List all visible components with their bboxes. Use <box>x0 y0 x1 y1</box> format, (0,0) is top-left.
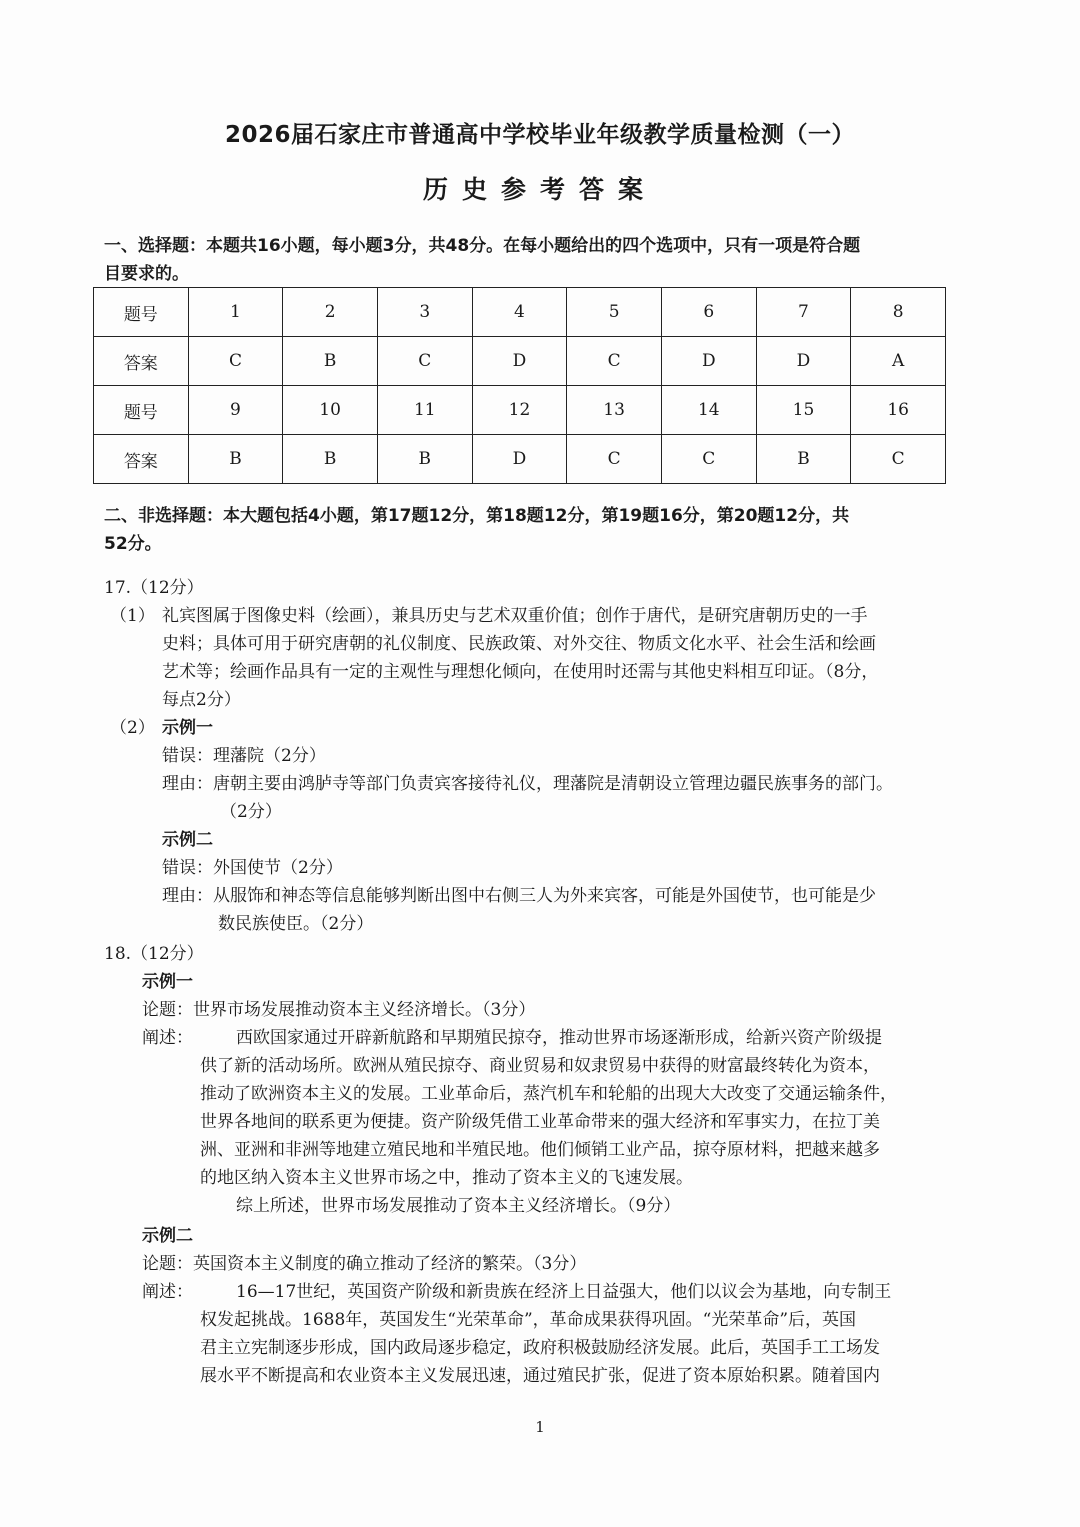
answer-line: 史料；具体可用于研究唐朝的礼仪制度、民族政策、对外交往、物质文化水平、社会生活和绘画 <box>162 634 876 654</box>
document-title: 2026届石家庄市普通高中学校毕业年级教学质量检测（一） <box>224 122 855 148</box>
table-cell: 10 <box>283 386 378 435</box>
question-17-heading: 17.（12分） <box>104 578 204 598</box>
table-cell: B <box>188 435 283 484</box>
table-cell: 11 <box>377 386 472 435</box>
section2-heading-line2: 52分。 <box>104 534 162 554</box>
table-cell: 15 <box>756 386 851 435</box>
table-cell: 8 <box>851 288 946 337</box>
answer-line: 君主立宪制逐步形成，国内政局逐步稳定，政府积极鼓励经济发展。此后，英国手工工场发 <box>200 1338 880 1358</box>
table-cell: 14 <box>661 386 756 435</box>
table-cell: 6 <box>661 288 756 337</box>
table-cell: 4 <box>472 288 567 337</box>
table-cell: 1 <box>188 288 283 337</box>
table-cell: 13 <box>567 386 662 435</box>
answer-line: 洲、亚洲和非洲等地建立殖民地和半殖民地。他们倾销工业产品，掠夺原材料，把越来越多 <box>200 1140 880 1160</box>
q17-part2-label: （2） <box>110 718 155 738</box>
table-cell: C <box>661 435 756 484</box>
answer-line: （2分） <box>220 802 282 822</box>
table-row <box>94 386 946 435</box>
table-cell: C <box>188 337 283 386</box>
answer-line: 错误：外国使节（2分） <box>162 858 343 878</box>
answer-line: 的地区纳入资本主义世界市场之中，推动了资本主义的飞速发展。 <box>200 1168 693 1188</box>
answer-table <box>93 287 946 484</box>
answer-line: 推动了欧洲资本主义的发展。工业革命后，蒸汽机车和轮船的出现大大改变了交通运输条件， <box>200 1084 897 1104</box>
question-18-heading: 18.（12分） <box>104 944 204 964</box>
table-cell: 2 <box>283 288 378 337</box>
answer-line: 西欧国家通过开辟新航路和早期殖民掠夺，推动世界市场逐渐形成，给新兴资产阶级提 <box>236 1028 882 1048</box>
answer-line: 数民族使臣。（2分） <box>218 914 374 934</box>
elaboration-label: 阐述： <box>142 1282 193 1302</box>
table-cell: 5 <box>567 288 662 337</box>
table-cell: D <box>756 337 851 386</box>
answer-line: 理由：唐朝主要由鸿胪寺等部门负责宾客接待礼仪，理藩院是清朝设立管理边疆民族事务的部门。 <box>162 774 893 794</box>
table-cell: A <box>851 337 946 386</box>
answer-line: 展水平不断提高和农业资本主义发展迅速，通过殖民扩张，促进了资本原始积累。随着国内 <box>200 1366 880 1386</box>
table-cell: 题号 <box>94 288 189 337</box>
page-number: 1 <box>535 1418 545 1436</box>
answer-line: 礼宾图属于图像史料（绘画），兼具历史与艺术双重价值；创作于唐代，是研究唐朝历史的一手 <box>162 606 868 626</box>
table-cell: D <box>472 337 567 386</box>
table-cell: D <box>472 435 567 484</box>
section1-heading-line1: 一、选择题：本题共16小题，每小题3分，共48分。在每小题给出的四个选项中，只有一项是符合题 <box>104 236 861 256</box>
table-cell: C <box>377 337 472 386</box>
table-cell: 9 <box>188 386 283 435</box>
example-heading: 示例一 <box>142 972 193 992</box>
table-cell: 12 <box>472 386 567 435</box>
table-cell: C <box>567 337 662 386</box>
example-heading: 示例二 <box>142 1226 193 1246</box>
q17-part1-label: （1） <box>110 606 155 626</box>
section2-heading-line1: 二、非选择题：本大题包括4小题，第17题12分，第18题12分，第19题16分，第20题12分，共 <box>104 506 850 526</box>
table-row <box>94 288 946 337</box>
answer-line: 16—17世纪，英国资产阶级和新贵族在经济上日益强大，他们以议会为基地，向专制王 <box>236 1282 892 1302</box>
elaboration-label: 阐述： <box>142 1028 193 1048</box>
table-cell: 16 <box>851 386 946 435</box>
table-cell: C <box>851 435 946 484</box>
example-heading: 示例二 <box>162 830 213 850</box>
table-cell: B <box>756 435 851 484</box>
table-cell: B <box>283 435 378 484</box>
section1-heading-line2: 目要求的。 <box>104 264 189 284</box>
table-cell: B <box>377 435 472 484</box>
table-row <box>94 435 946 484</box>
table-cell: 7 <box>756 288 851 337</box>
table-cell: D <box>661 337 756 386</box>
table-cell: 答案 <box>94 435 189 484</box>
table-cell: B <box>283 337 378 386</box>
answer-line: 论题：英国资本主义制度的确立推动了经济的繁荣。（3分） <box>142 1254 587 1274</box>
answer-line: 理由：从服饰和神态等信息能够判断出图中右侧三人为外来宾客，可能是外国使节，也可能是少 <box>162 886 876 906</box>
document-subtitle: 历史参考答案 <box>422 175 657 204</box>
answer-line: 世界各地间的联系更为便捷。资产阶级凭借工业革命带来的强大经济和军事实力，在拉丁美 <box>200 1112 880 1132</box>
table-cell: 3 <box>377 288 472 337</box>
answer-line: 论题：世界市场发展推动资本主义经济增长。（3分） <box>142 1000 536 1020</box>
answer-line: 供了新的活动场所。欧洲从殖民掠夺、商业贸易和奴隶贸易中获得的财富最终转化为资本， <box>200 1056 880 1076</box>
answer-line: 每点2分） <box>162 690 241 710</box>
answer-line: 艺术等；绘画作品具有一定的主观性与理想化倾向，在使用时还需与其他史料相互印证。（8分， <box>162 662 879 682</box>
table-cell: 答案 <box>94 337 189 386</box>
answer-line: 综上所述，世界市场发展推动了资本主义经济增长。（9分） <box>236 1196 681 1216</box>
table-row <box>94 337 946 386</box>
table-cell: C <box>567 435 662 484</box>
example-heading: 示例一 <box>162 718 213 738</box>
table-cell: 题号 <box>94 386 189 435</box>
answer-line: 权发起挑战。1688年，英国发生“光荣革命”，革命成果获得巩固。“光荣革命”后，英国 <box>200 1310 857 1330</box>
answer-line: 错误：理藩院（2分） <box>162 746 326 766</box>
